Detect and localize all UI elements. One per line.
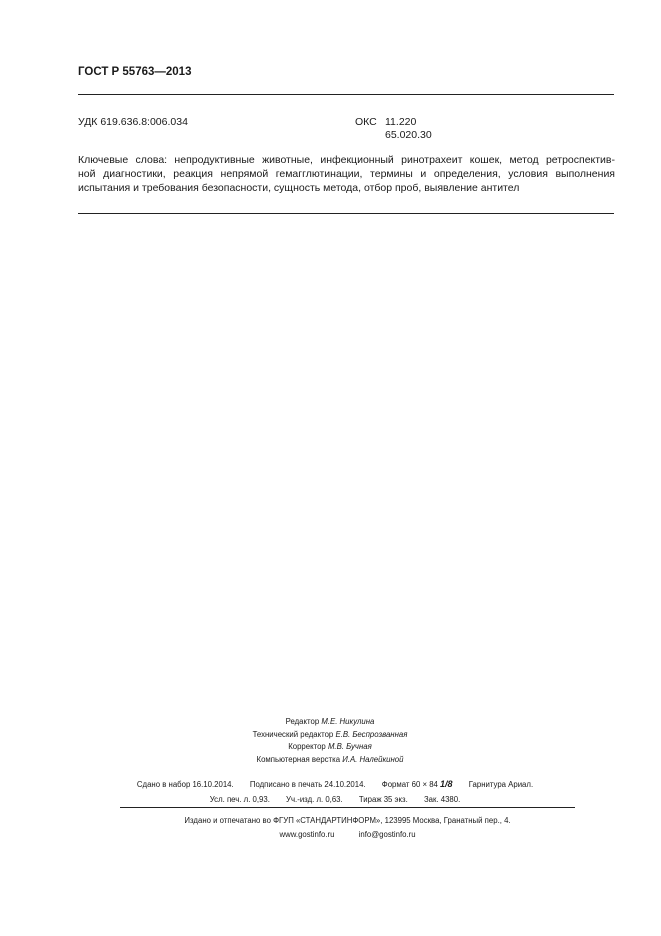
tech-editor-label: Технический редактор xyxy=(252,729,334,739)
corrector-name: М.В. Бучная xyxy=(327,742,372,751)
layout-name: И.А. Налейкиной xyxy=(342,754,404,764)
publisher-line: Издано и отпечатано во ФГУП «СТАНДАРТИНФОРМ», 123995 Москва, Гранатный пер., 4. xyxy=(184,816,511,825)
paper-format: Формат 60 × 84 xyxy=(381,780,438,789)
website-link[interactable]: www.gostinfo.ru xyxy=(279,830,335,839)
keywords-line: ной диагностики, реакция непрямой гемагглютинации, термины и определения, условия выполнения xyxy=(78,168,615,180)
oks-code: 11.220 xyxy=(385,116,417,128)
corrector-credit xyxy=(180,741,480,754)
order-number: Зак. 4380. xyxy=(423,795,461,804)
credits-block xyxy=(180,716,480,766)
corrector-label: Корректор xyxy=(288,742,326,751)
editor-name: М.Е. Никулина xyxy=(321,717,375,726)
imprint-line-1 xyxy=(100,779,570,789)
tech-editor-credit xyxy=(180,729,480,742)
top-divider xyxy=(78,94,614,95)
layout-label: Компьютерная верстка xyxy=(256,754,341,764)
editor-label: Редактор xyxy=(285,717,320,726)
print-run: Тираж 35 экз. xyxy=(358,795,408,804)
tech-editor-name: Е.В. Беспрозванная xyxy=(335,729,408,739)
submitted-date: Сдано в набор 16.10.2014. xyxy=(136,780,234,789)
udk-code: УДК 619.636.8:006.034 xyxy=(78,116,188,128)
format-fraction: 1/8 xyxy=(440,779,453,789)
signed-date: Подписано в печать 24.10.2014. xyxy=(249,780,366,789)
print-sheets: Усл. печ. л. 0,93. xyxy=(209,795,270,804)
oks-label: ОКС xyxy=(355,116,377,128)
typeface: Гарнитура Ариал. xyxy=(468,780,534,789)
keywords-block xyxy=(78,153,615,195)
editor-credit xyxy=(180,716,480,729)
imprint-line-2 xyxy=(120,795,550,804)
document-code: ГОСТ Р 55763—2013 xyxy=(78,66,192,78)
layout-credit xyxy=(180,754,480,767)
keywords-line: Ключевые слова: непродуктивные животные, инфекционный ринотрахеит кошек, метод ретроспектив- xyxy=(78,154,615,166)
email-link[interactable]: info@gostinfo.ru xyxy=(358,830,416,839)
imprint-divider xyxy=(120,807,575,808)
publisher-contacts xyxy=(120,830,575,839)
publisher-sheets: Уч.-изд. л. 0,63. xyxy=(286,795,343,804)
keywords-line: испытания и требования безопасности, сущность метода, отбор проб, выявление антител xyxy=(78,182,520,194)
oks-code: 65.020.30 xyxy=(385,129,432,141)
keywords-divider xyxy=(78,213,614,214)
